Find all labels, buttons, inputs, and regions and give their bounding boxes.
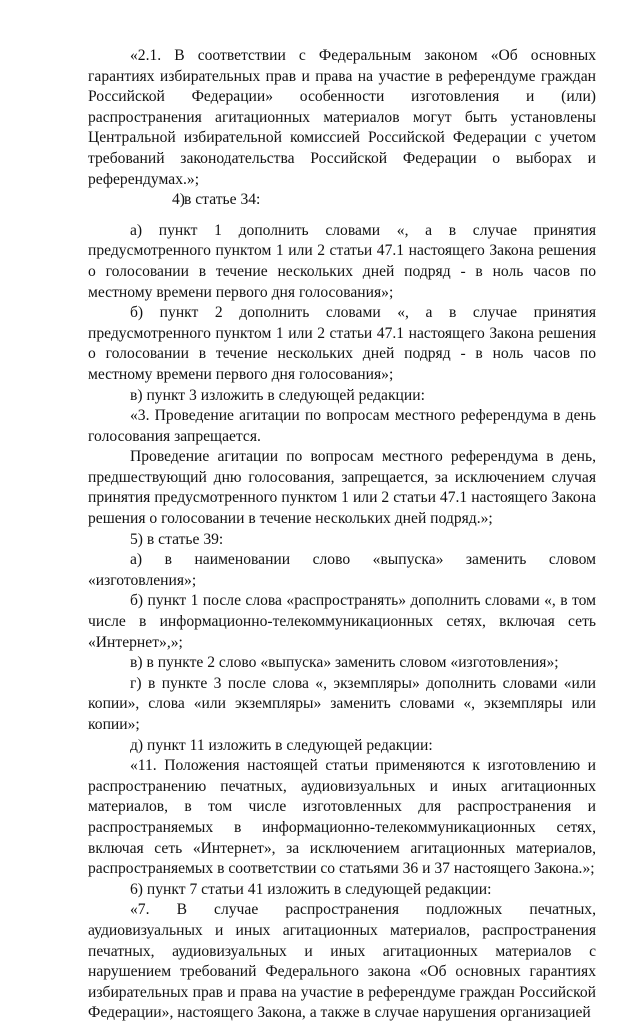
- item-6-heading: 6) пункт 7 статьи 41 изложить в следующей редакции:: [130, 880, 492, 898]
- subitem-b: б) пункт 2 дополнить словами «, а в случае принятия предусмотренного пунктом 1 или 2 статьи 47.1 настоящего Закона решения о голосовании в течение нескольких дней подряд - в ноль часов по местному времени первого дня голосования»;: [88, 304, 596, 383]
- quoted-point-7: «7. В случае распространения подложных печатных, аудиовизуальных и иных агитационных материалов, распространения печатных, аудиовизуальных и иных агитационных материалов с нарушением требований Федерального закона «Об основных гарантиях избирательных прав и права на участие в референдуме граждан Российской Федерации», настоящего Закона, а также в случае нарушения организацией: [88, 901, 596, 1022]
- item-number: 4): [172, 191, 185, 209]
- document-page: [88, 46, 596, 1024]
- subitem-g-39: г) в пункте 3 после слова «, экземпляры» дополнить словами «или копии», слова «или экземпляры» заменить словами «, экземпляры или копии»;: [88, 674, 596, 733]
- subitem-v: в) пункт 3 изложить в следующей редакции:: [130, 386, 425, 404]
- subitem-b-39: б) пункт 1 после слова «распространять» дополнить словами «, в том числе в информационно-телекоммуникационных сетях, включая сеть «Интернет»,»;: [88, 592, 596, 651]
- quoted-point-11: «11. Положения настоящей статьи применяются к изготовлению и распространению печатных, аудиовизуальных и иных агитационных материалов, в том числе изготовленных для распространения и распространяемых в информационно-телекоммуникационных сетях, включая сеть «Интернет», за исключением агитационных материалов, распространяемых в соответствии со статьями 36 и 37 настоящего Закона.»;: [88, 757, 596, 878]
- item-5-heading: 5) в статье 39:: [130, 530, 224, 548]
- subitem-a-39: а) в наименовании слово «выпуска» заменить словом «изготовления»;: [88, 551, 596, 589]
- paragraph-2-1: «2.1. В соответствии с Федеральным законом «Об основных гарантиях избирательных прав и права на участие в референдуме граждан Российской Федерации» особенности изготовления и (или) распространения агитационных материалов могут быть установлены Центральной избирательной комиссией Российской Федерации с учетом требований законодательства Российской Федерации о выборах и референдумах.»;: [88, 47, 596, 188]
- item-text: в статье 34:: [184, 191, 261, 209]
- item-4-heading: [88, 190, 596, 211]
- quoted-point-3: «3. Проведение агитации по вопросам местного референдума в день голосования запрещается.: [88, 407, 596, 445]
- subitem-d-39: д) пункт 11 изложить в следующей редакции:: [130, 736, 433, 754]
- quoted-point-3-continued: Проведение агитации по вопросам местного референдума в день, предшествующий дню голосования, запрещается, за исключением случая принятия предусмотренного пунктом 1 или 2 статьи 47.1 настоящего Закона решения о голосовании в течение нескольких дней подряд.»;: [88, 448, 596, 528]
- subitem-a: а) пункт 1 дополнить словами «, а в случае принятия предусмотренного пунктом 1 или 2 статьи 47.1 настоящего Закона решения о голосовании в течение нескольких дней подряд - в ноль часов по местному времени первого дня голосования»;: [88, 221, 596, 301]
- subitem-v-39: в) в пункте 2 слово «выпуска» заменить словом «изготовления»;: [130, 654, 559, 672]
